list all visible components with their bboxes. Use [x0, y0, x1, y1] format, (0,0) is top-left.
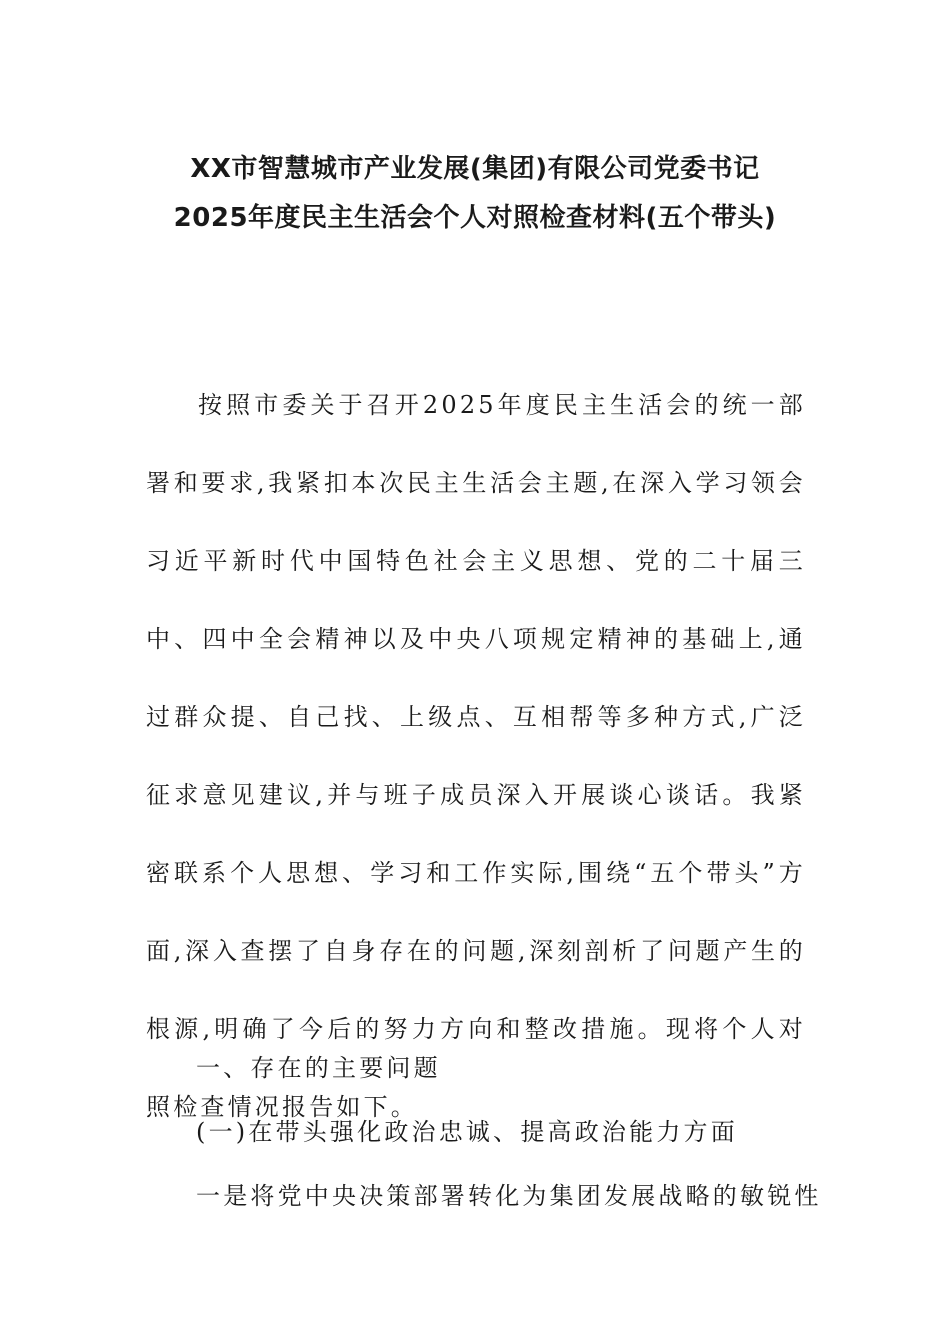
body-text-line: 一是将党中央决策部署转化为集团发展战略的敏锐性 — [196, 1182, 822, 1210]
section-heading: 一、存在的主要问题 — [196, 1054, 441, 1082]
intro-paragraph: 按照市委关于召开2025年度民主生活会的统一部署和要求,我紧扣本次民主生活会主题,在深入学习领会习近平新时代中国特色社会主义思想、党的二十届三中、四中全会精神以及中央八项规定精神的基础上,通过群众提、自己找、上级点、互相帮等多种方式,广泛征求意见建议,并与班子成员深入开展谈心谈话。我紧密联系个人思想、学习和工作实际,围绕“五个带头”方面,深入查摆了自身存在的问题,深刻剖析了问题产生的根源,明确了今后的努力方向和整改措施。现将个人对照检查情况报告如下。 — [146, 391, 806, 1121]
subsection-heading: (一)在带头强化政治忠诚、提高政治能力方面 — [196, 1118, 738, 1146]
document-title-line-2: 2025年度民主生活会个人对照检查材料(五个带头) — [173, 203, 777, 233]
document-title-line-1: XX市智慧城市产业发展(集团)有限公司党委书记 — [190, 154, 760, 184]
